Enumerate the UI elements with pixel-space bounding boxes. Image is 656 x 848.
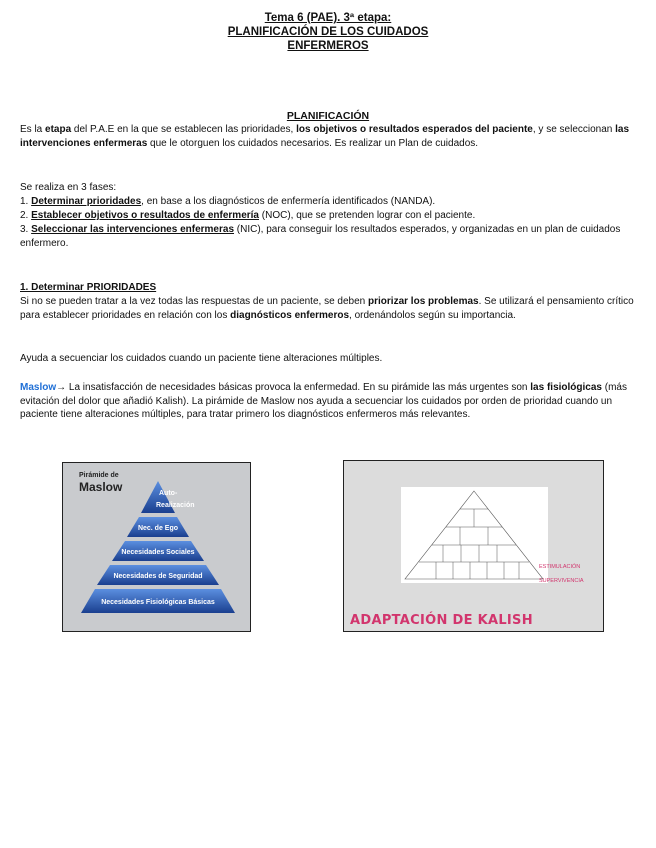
label-estimulacion: ESTIMULACIÓN (539, 564, 581, 570)
maslow-label: Maslow (20, 382, 57, 393)
prioridades-paragraph: Si no se pueden tratar a la vez todas las respuestas de un paciente, se deben priorizar los problemas. Se utilizará el pensamiento crítico para establecer prioridades en relación con los diagnósticos enfermeros, ordenándolos según su importancia. (20, 296, 634, 321)
fase-1: 1. Determinar prioridades, en base a los diagnósticos de enfermería identificados (NANDA). (20, 196, 436, 207)
kalish-caption: ADAPTACIÓN DE KALISH (350, 613, 533, 628)
maslow-paragraph: Maslow→ La insatisfacción de necesidades básicas provoca la enfermedad. En su pirámide las más urgentes son las fisiológicas (más evitación del dolor que añadió Kalish). La pirámide de Maslow nos ayuda a secuenciar los cuidados por orden de prioridad cuando un paciente tiene alteraciones múltiples, para tratar primero los diagnósticos enfermeros más relevantes. (20, 382, 627, 420)
fase-2: 2. Establecer objetivos o resultados de enfermería (NOC), que se pretenden lograr con el paciente. (20, 210, 476, 221)
maslow-pyramid-svg (63, 463, 250, 631)
fases-intro: Se realiza en 3 fases: (20, 182, 117, 193)
level-auto-2: Realización (156, 502, 195, 509)
maslow-title-1: Pirámide de (79, 472, 119, 479)
section-heading-prioridades: 1. Determinar PRIORIDADES (20, 282, 157, 293)
title-line-3: ENFERMEROS (287, 40, 369, 52)
maslow-pyramid-image (62, 462, 251, 632)
fase-3: 3. Seleccionar las intervenciones enfermeras (NIC), para conseguir los resultados esperados, y organizadas en un plan de cuidados enfermero. (20, 224, 621, 249)
kalish-pyramid-panel (401, 487, 548, 583)
arrow-icon: → (56, 382, 67, 393)
section-heading-planificacion: PLANIFICACIÓN (286, 110, 370, 122)
kalish-pyramid-image (343, 460, 604, 632)
kalish-pyramid-svg (401, 487, 548, 583)
planificacion-paragraph: Es la etapa del P.A.E en la que se establecen las prioridades, los objetivos o resultados esperados del paciente, y se seleccionan las intervenciones enfermeras que le otorguen los cuidados necesarios. Es realizar un Plan de cuidados. (20, 124, 630, 149)
maslow-title-2: Maslow (79, 480, 123, 494)
label-supervivencia: SUPERVIVENCIA (539, 578, 584, 584)
title-line-1: Tema 6 (PAE). 3ª etapa: (264, 12, 392, 24)
secuenciar-paragraph: Ayuda a secuenciar los cuidados cuando un paciente tiene alteraciones múltiples. (20, 353, 383, 364)
document-title (0, 11, 656, 53)
level-ego: Nec. de Ego (137, 525, 179, 532)
kalish-side-labels (539, 560, 584, 588)
level-fisiologicas: Necesidades Fisiológicas Básicas (101, 599, 215, 606)
level-auto-1: Auto- (159, 490, 178, 497)
level-seguridad: Necesidades de Seguridad (113, 573, 203, 580)
title-line-2: PLANIFICACIÓN DE LOS CUIDADOS (227, 26, 429, 38)
level-social: Necesidades Sociales (121, 549, 195, 556)
